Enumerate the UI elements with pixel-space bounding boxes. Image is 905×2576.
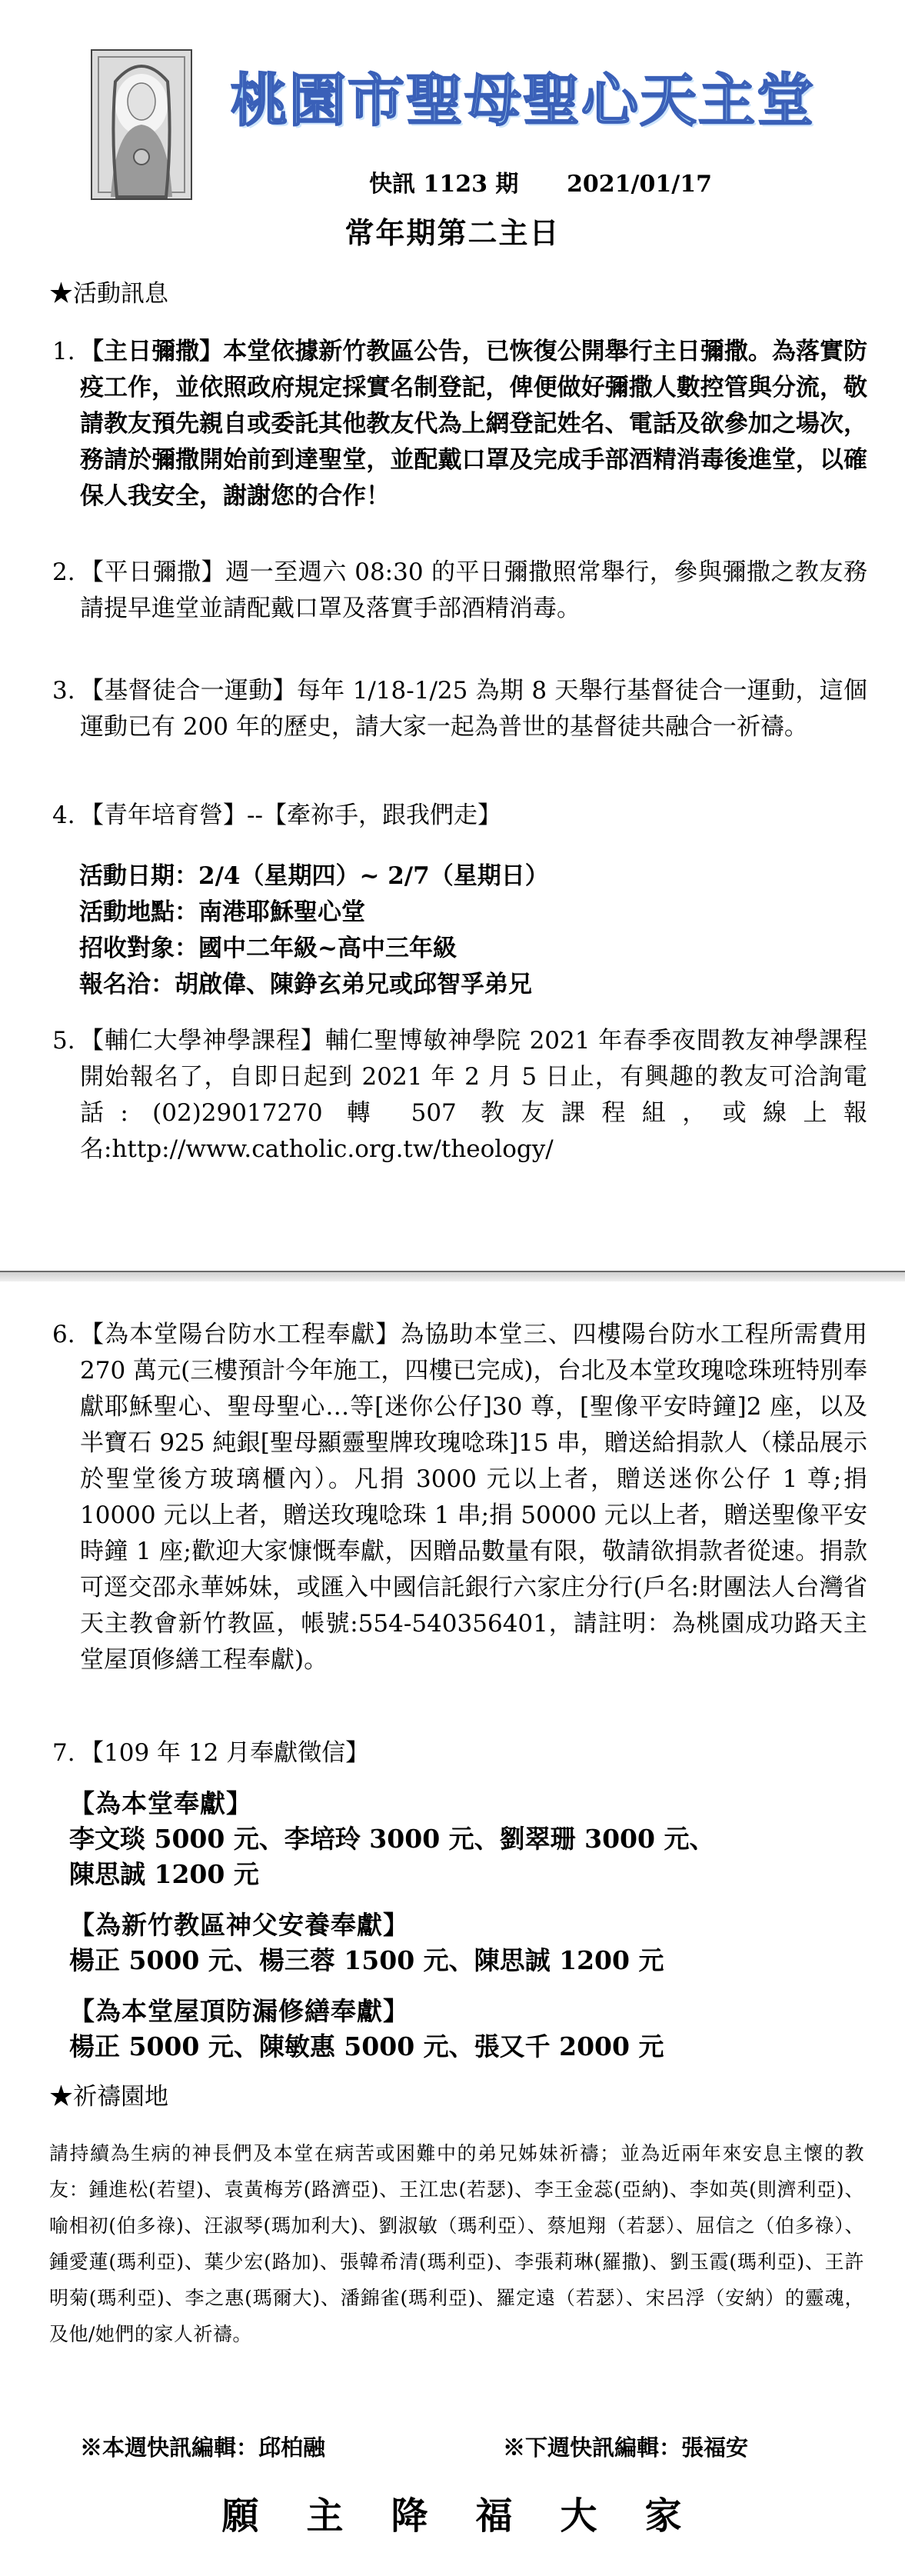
activity-item-5: [52, 1023, 867, 1168]
activity-number: 3.: [52, 677, 75, 705]
donation-group-heading: 【為新竹教區神父安養奉獻】: [69, 1910, 409, 1940]
church-name-title: 桃園市聖母聖心天主堂: [231, 68, 815, 134]
activity-number: 7.: [52, 1739, 75, 1767]
madonna-portrait-image: [91, 49, 192, 200]
activity-text: 【輔仁大學神學課程】輔仁聖博敏神學院 2021 年春季夜間教友神學課程開始報名了，自即日起到 2021 年 2 月 5 日止，有興趣的教友可洽詢電話: (02)29017270 轉 507 教友課程組，或線上報名:http://www.catholic.org.tw/theology/: [80, 1027, 867, 1163]
activity-text: 【青年培育營】--【牽祢手，跟我們走】: [80, 801, 501, 829]
donation-group-parish: [69, 1786, 838, 1892]
page-divider: [0, 1268, 905, 1281]
activity-number: 2.: [52, 558, 75, 586]
next-week-editor: ※下週快訊編輯：張福安: [503, 2434, 749, 2461]
camp-contact: 報名洽：胡啟偉、陳錚玄弟兄或邱智孚弟兄: [79, 971, 532, 998]
activity-text: 【平日彌撒】週一至週六 08:30 的平日彌撒照常舉行，參與彌撒之教友務請提早進堂並請配戴口罩及落實手部酒精消毒。: [80, 558, 867, 622]
camp-audience: 招收對象：國中二年級~高中三年級: [79, 935, 457, 962]
this-week-editor: ※本週快訊編輯：邱柏融: [80, 2434, 326, 2461]
issue-number: 快訊 1123 期: [369, 171, 519, 198]
donation-group-heading: 【為本堂屋頂防漏修繕奉獻】: [69, 1996, 409, 2026]
activity-number: 4.: [52, 801, 75, 829]
activity-item-4: [52, 798, 867, 834]
activity-item-2: [52, 555, 867, 627]
activity-item-6: [52, 1317, 867, 1678]
activity-item-7: [52, 1735, 867, 1771]
donation-group-heading: 【為本堂奉獻】: [69, 1788, 252, 1818]
activity-text: 【基督徒合一運動】每年 1/18-1/25 為期 8 天舉行基督徒合一運動，這個運動已有 200 年的歷史，請大家一起為普世的基督徒共融合一祈禱。: [80, 677, 867, 741]
donation-line: 楊正 5000 元、陳敏惠 5000 元、張又千 2000 元: [69, 2031, 664, 2061]
camp-location: 活動地點：南港耶穌聖心堂: [79, 898, 365, 926]
donation-line: 楊正 5000 元、楊三蓉 1500 元、陳思誠 1200 元: [69, 1945, 664, 1975]
prayer-text: 請持續為生病的神長們及本堂在病苦或困難中的弟兄姊妹祈禱；並為近兩年來安息主懷的教友：鍾進松(若望)、袁黃梅芳(路濟亞)、王江忠(若瑟)、李王金蕊(亞納)、李如英(則濟利亞)、喻相初(伯多祿)、汪淑琴(瑪加利大)、劉淑敏（瑪利亞）、蔡旭翔（若瑟）、屈信之（伯多祿）、鍾愛蓮(瑪利亞)、葉少宏(路加)、張韓希清(瑪利亞)、李張莉琳(羅撒)、劉玉霞(瑪利亞)、王許明菊(瑪利亞)、李之惠(瑪爾大)、潘錦雀(瑪利亞)、羅定遠（若瑟）、宋呂浮（安納）的靈魂，及他/她們的家人祈禱。: [49, 2142, 864, 2345]
issue-line: [369, 165, 712, 198]
donation-line: 李文琰 5000 元、李培玲 3000 元、劉翠珊 3000 元、: [69, 1824, 715, 1854]
activity-item-3: [52, 673, 867, 745]
prayer-heading: ★祈禱園地: [49, 2083, 168, 2111]
activity-text: 【為本堂陽台防水工程奉獻】為協助本堂三、四樓陽台防水工程所需費用 270 萬元(三樓預計今年施工，四樓已完成)，台北及本堂玫瑰唸珠班特別奉獻耶穌聖心、聖母聖心…等[迷你公仔]30 尊，[聖像平安時鐘]2 座，以及半寶石 925 純銀[聖母顯靈聖牌玫瑰唸珠]15 串，贈送給捐款人（樣品展示於聖堂後方玻璃櫃內）。凡捐 3000 元以上者，贈送迷你公仔 1 尊;捐 10000 元以上者，贈送玫瑰唸珠 1 串;捐 50000 元以上者，贈送聖像平安時鐘 1 座;歡迎大家慷慨奉獻，因贈品數量有限，敬請欲捐款者從速。捐款可逕交邵永華姊妹，或匯入中國信託銀行六家庄分行(戶名:財團法人台灣省天主教會新竹教區，帳號:554-540356401，請註明：為桃園成功路天主堂屋頂修繕工程奉獻)。: [80, 1321, 867, 1674]
activity-text: 【109 年 12 月奉獻徵信】: [80, 1739, 370, 1767]
issue-date: 2021/01/17: [567, 171, 712, 198]
activity-item-1: [52, 334, 867, 515]
closing-blessing: 願主降福大家: [221, 2494, 730, 2538]
donation-line: 陳思誠 1200 元: [69, 1859, 259, 1889]
activities-heading: ★活動訊息: [49, 280, 168, 308]
camp-details: [79, 858, 848, 1003]
sunday-title: 常年期第二主日: [344, 215, 561, 250]
activity-number: 5.: [52, 1027, 75, 1055]
activity-number: 1.: [52, 338, 75, 365]
donation-group-roof: [69, 1994, 838, 2064]
activity-text: 【主日彌撒】本堂依據新竹教區公告，已恢復公開舉行主日彌撒。為落實防疫工作，並依照政府規定採實名制登記，俾便做好彌撒人數控管與分流，敬請教友預先親自或委託其他教友代為上網登記姓名、電話及欲參加之場次，務請於彌撒開始前到達聖堂，並配戴口罩及完成手部酒精消毒後進堂，以確保人我安全，謝謝您的合作！: [80, 338, 867, 510]
activity-number: 6.: [52, 1321, 75, 1348]
donation-group-priests: [69, 1908, 838, 1978]
camp-date: 活動日期：2/4（星期四）~ 2/7（星期日）: [79, 862, 549, 890]
